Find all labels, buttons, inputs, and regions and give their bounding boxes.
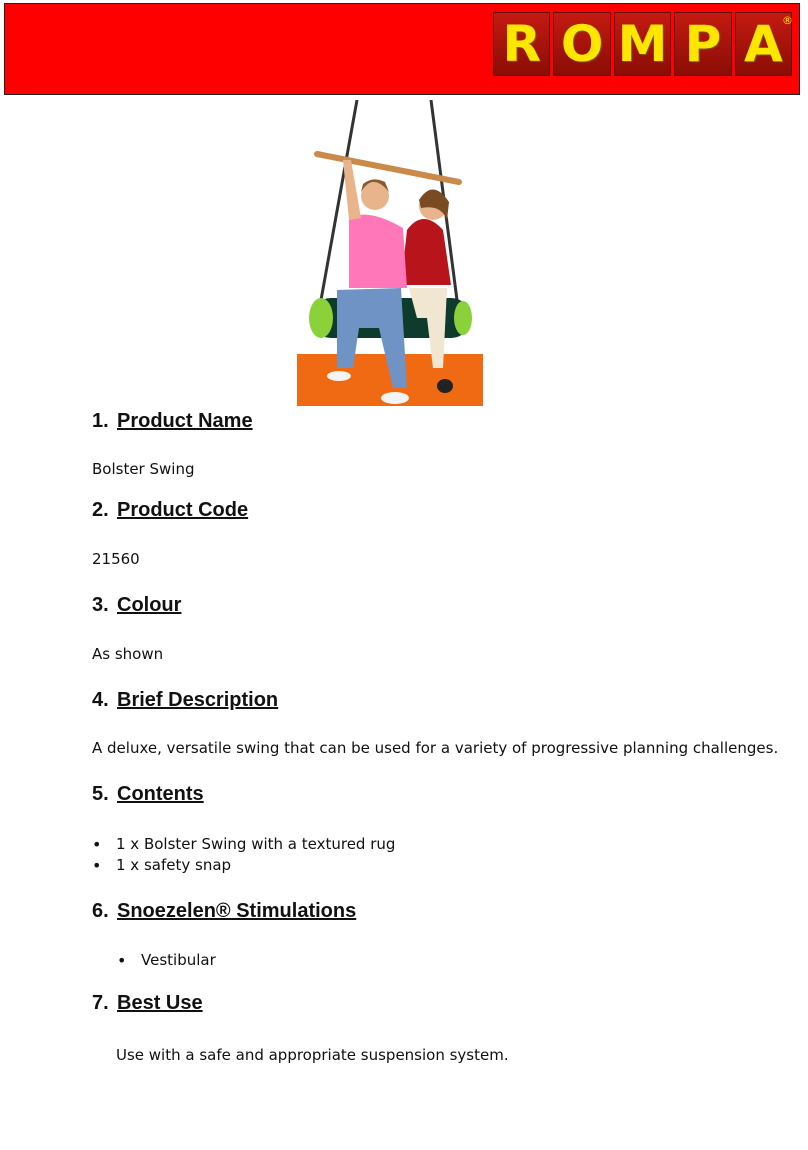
section-number: 2. [92,499,109,521]
section-title: Contents [117,783,204,805]
section-number: 1. [92,410,109,432]
section-title: Product Code [117,499,249,521]
section-title: Brief Description [117,689,279,711]
list-item: • Vestibular [141,951,216,969]
section-number: 7. [92,992,109,1014]
section-heading-stimulations [92,900,356,923]
list-item: • 1 x safety snap [116,856,231,874]
best-use-text: Use with a safe and appropriate suspension system. [116,1046,509,1064]
section-number: 4. [92,689,109,711]
section-title: Product Name [117,410,253,432]
product-name-value: Bolster Swing [92,460,195,478]
header-bar [4,3,800,95]
section-number: 3. [92,594,109,616]
product-code-value: 21560 [92,550,140,568]
section-heading-contents [92,783,204,806]
list-item: • 1 x Bolster Swing with a textured rug [116,835,395,853]
logo-letter: R [493,12,550,76]
section-title: Best Use [117,992,203,1014]
logo-letter: M [614,12,671,76]
colour-value: As shown [92,645,164,663]
bolster-swing-photo [297,100,483,406]
registered-mark: ® [782,14,793,27]
section-heading-brief-description [92,689,278,712]
section-heading-colour [92,594,181,617]
section-heading-best-use [92,992,203,1015]
section-title: Colour [117,594,182,616]
section-number: 5. [92,783,109,805]
section-title: Snoezelen® Stimulations [117,900,357,922]
section-number: 6. [92,900,109,922]
rompa-logo [493,12,795,76]
logo-letter: P [674,12,731,76]
logo-letter: A [735,12,792,76]
brief-description-text: A deluxe, versatile swing that can be used for a variety of progressive planning challenges. [92,739,779,757]
section-heading-product-code [92,499,248,522]
section-heading-product-name [92,410,253,433]
logo-letter: O [553,12,610,76]
